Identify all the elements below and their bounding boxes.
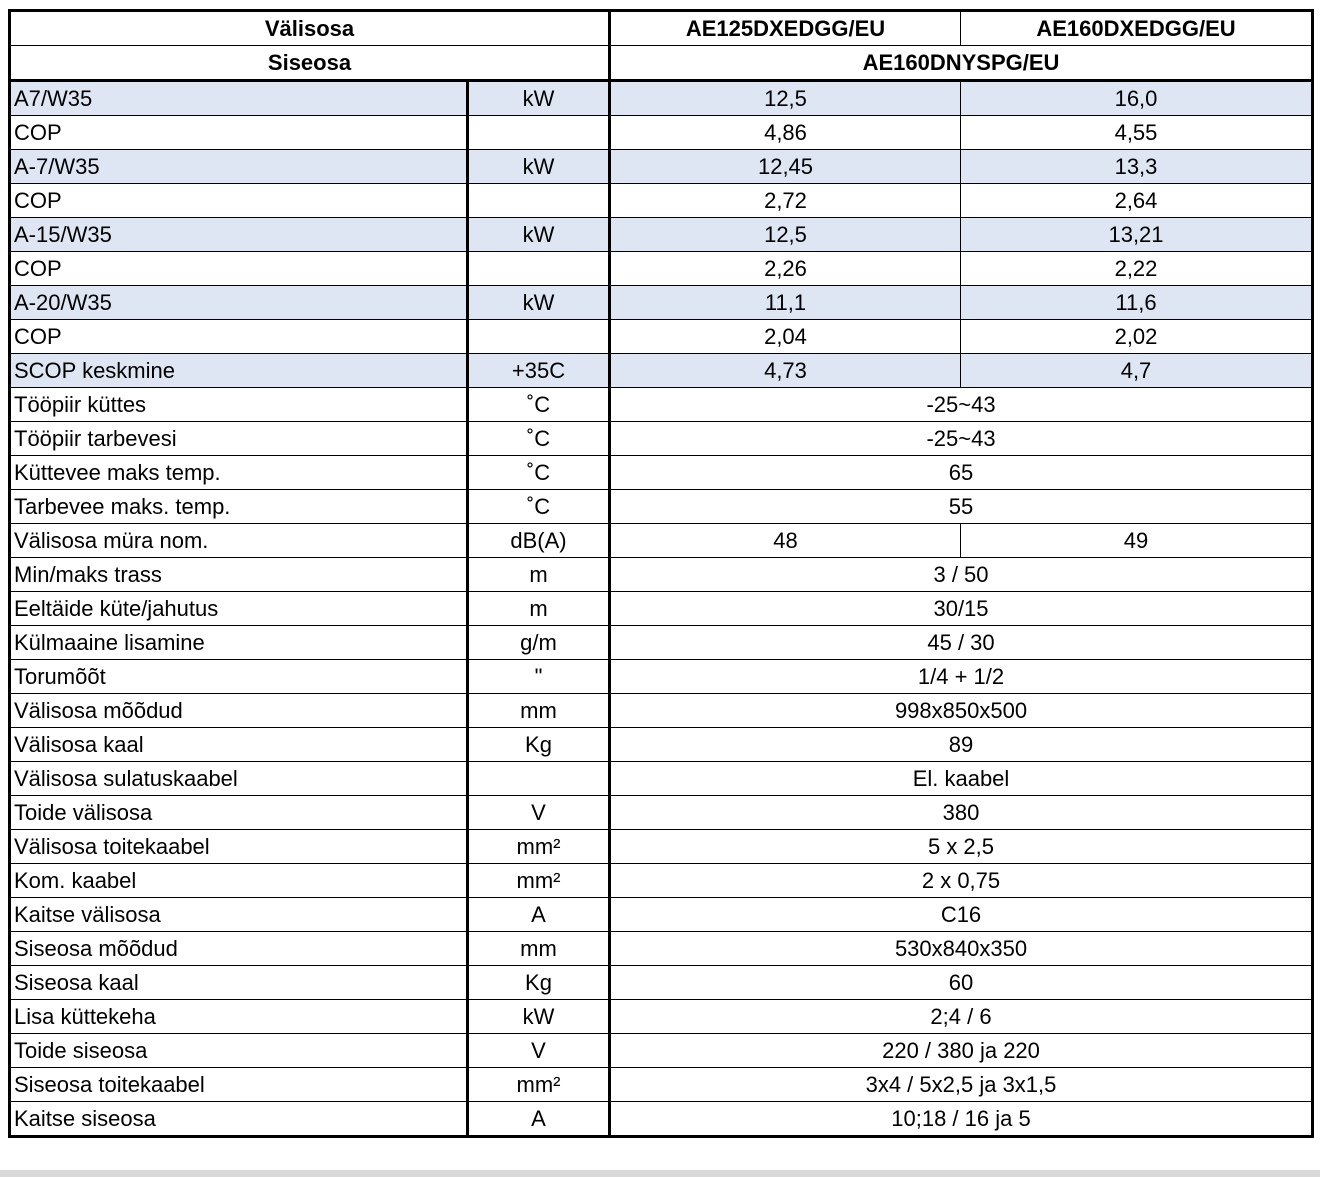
- value-shared: 45 / 30: [610, 626, 1313, 660]
- unit-cell: g/m: [468, 626, 610, 660]
- table-row: [10, 864, 1313, 898]
- param-label: Eeltäide küte/jahutus: [10, 592, 468, 626]
- unit-cell: [468, 252, 610, 286]
- header-model-1: AE125DXEDGG/EU: [610, 11, 961, 46]
- unit-cell: mm: [468, 694, 610, 728]
- value-shared: 380: [610, 796, 1313, 830]
- table-row: [10, 694, 1313, 728]
- param-label: Tarbevee maks. temp.: [10, 490, 468, 524]
- param-label: COP: [10, 184, 468, 218]
- value-model-2: 11,6: [961, 286, 1313, 320]
- param-label: Tööpiir tarbevesi: [10, 422, 468, 456]
- value-model-1: 2,72: [610, 184, 961, 218]
- param-label: Toide välisosa: [10, 796, 468, 830]
- value-model-1: 48: [610, 524, 961, 558]
- table-row: [10, 388, 1313, 422]
- value-shared: 30/15: [610, 592, 1313, 626]
- unit-cell: ˚C: [468, 422, 610, 456]
- table-row: [10, 1000, 1313, 1034]
- bottom-divider: [0, 1170, 1320, 1177]
- spec-table: [8, 9, 1314, 1138]
- unit-cell: kW: [468, 81, 610, 116]
- table-row: [10, 796, 1313, 830]
- table-row: [10, 1068, 1313, 1102]
- param-label: A-7/W35: [10, 150, 468, 184]
- param-label: COP: [10, 252, 468, 286]
- value-shared: El. kaabel: [610, 762, 1313, 796]
- param-label: Min/maks trass: [10, 558, 468, 592]
- param-label: Küttevee maks temp.: [10, 456, 468, 490]
- param-label: COP: [10, 116, 468, 150]
- unit-cell: ˚C: [468, 490, 610, 524]
- table-row: [10, 422, 1313, 456]
- unit-cell: ": [468, 660, 610, 694]
- table-row: [10, 728, 1313, 762]
- table-row: [10, 1102, 1313, 1137]
- table-row: [10, 286, 1313, 320]
- table-row: [10, 320, 1313, 354]
- spec-table-body: [10, 11, 1313, 1137]
- header-indoor-model: AE160DNYSPG/EU: [610, 46, 1313, 81]
- unit-cell: A: [468, 898, 610, 932]
- table-row: [10, 490, 1313, 524]
- spec-table-container: [8, 9, 1314, 1138]
- param-label: Siseosa mõõdud: [10, 932, 468, 966]
- table-row: [10, 116, 1313, 150]
- unit-cell: mm²: [468, 830, 610, 864]
- param-label: A-15/W35: [10, 218, 468, 252]
- unit-cell: ˚C: [468, 388, 610, 422]
- table-row: [10, 184, 1313, 218]
- unit-cell: A: [468, 1102, 610, 1137]
- unit-cell: mm²: [468, 864, 610, 898]
- value-shared: 998x850x500: [610, 694, 1313, 728]
- header-row-outdoor: [10, 11, 1313, 46]
- param-label: Tööpiir küttes: [10, 388, 468, 422]
- table-row: [10, 1034, 1313, 1068]
- table-row: [10, 218, 1313, 252]
- param-label: Lisa küttekeha: [10, 1000, 468, 1034]
- param-label: A-20/W35: [10, 286, 468, 320]
- unit-cell: mm: [468, 932, 610, 966]
- table-row: [10, 592, 1313, 626]
- param-label: Toide siseosa: [10, 1034, 468, 1068]
- param-label: Kom. kaabel: [10, 864, 468, 898]
- value-shared: 3x4 / 5x2,5 ja 3x1,5: [610, 1068, 1313, 1102]
- param-label: Välisosa müra nom.: [10, 524, 468, 558]
- value-model-2: 16,0: [961, 81, 1313, 116]
- header-model-2: AE160DXEDGG/EU: [961, 11, 1313, 46]
- param-label: Kaitse siseosa: [10, 1102, 468, 1137]
- value-model-1: 11,1: [610, 286, 961, 320]
- value-shared: 60: [610, 966, 1313, 1000]
- param-label: COP: [10, 320, 468, 354]
- param-label: Välisosa mõõdud: [10, 694, 468, 728]
- value-model-1: 12,5: [610, 218, 961, 252]
- value-shared: -25~43: [610, 422, 1313, 456]
- unit-cell: m: [468, 558, 610, 592]
- unit-cell: kW: [468, 218, 610, 252]
- table-row: [10, 660, 1313, 694]
- unit-cell: Kg: [468, 728, 610, 762]
- param-label: Välisosa kaal: [10, 728, 468, 762]
- unit-cell: [468, 320, 610, 354]
- value-shared: 530x840x350: [610, 932, 1313, 966]
- param-label: Välisosa sulatuskaabel: [10, 762, 468, 796]
- table-row: [10, 524, 1313, 558]
- value-model-1: 2,26: [610, 252, 961, 286]
- table-row: [10, 81, 1313, 116]
- value-shared: 1/4 + 1/2: [610, 660, 1313, 694]
- value-shared: 55: [610, 490, 1313, 524]
- header-row-indoor: [10, 46, 1313, 81]
- unit-cell: mm²: [468, 1068, 610, 1102]
- table-row: [10, 762, 1313, 796]
- value-shared: 3 / 50: [610, 558, 1313, 592]
- param-label: Siseosa toitekaabel: [10, 1068, 468, 1102]
- table-row: [10, 898, 1313, 932]
- header-indoor-label: Siseosa: [10, 46, 610, 81]
- unit-cell: V: [468, 1034, 610, 1068]
- param-label: Välisosa toitekaabel: [10, 830, 468, 864]
- unit-cell: dB(A): [468, 524, 610, 558]
- table-row: [10, 354, 1313, 388]
- value-model-2: 13,3: [961, 150, 1313, 184]
- unit-cell: m: [468, 592, 610, 626]
- param-label: SCOP keskmine: [10, 354, 468, 388]
- table-row: [10, 966, 1313, 1000]
- table-row: [10, 456, 1313, 490]
- param-label: Siseosa kaal: [10, 966, 468, 1000]
- value-model-1: 12,45: [610, 150, 961, 184]
- table-row: [10, 932, 1313, 966]
- param-label: Torumõõt: [10, 660, 468, 694]
- value-model-2: 4,55: [961, 116, 1313, 150]
- value-shared: 65: [610, 456, 1313, 490]
- unit-cell: [468, 116, 610, 150]
- value-model-1: 4,73: [610, 354, 961, 388]
- value-model-2: 49: [961, 524, 1313, 558]
- param-label: Külmaaine lisamine: [10, 626, 468, 660]
- unit-cell: [468, 184, 610, 218]
- table-row: [10, 558, 1313, 592]
- param-label: A7/W35: [10, 81, 468, 116]
- value-shared: 220 / 380 ja 220: [610, 1034, 1313, 1068]
- table-row: [10, 252, 1313, 286]
- value-model-2: 2,02: [961, 320, 1313, 354]
- table-row: [10, 830, 1313, 864]
- unit-cell: kW: [468, 150, 610, 184]
- value-shared: 89: [610, 728, 1313, 762]
- value-model-2: 4,7: [961, 354, 1313, 388]
- value-model-1: 4,86: [610, 116, 961, 150]
- unit-cell: Kg: [468, 966, 610, 1000]
- unit-cell: [468, 762, 610, 796]
- value-model-2: 2,64: [961, 184, 1313, 218]
- value-shared: 10;18 / 16 ja 5: [610, 1102, 1313, 1137]
- unit-cell: V: [468, 796, 610, 830]
- value-shared: 2 x 0,75: [610, 864, 1313, 898]
- unit-cell: kW: [468, 286, 610, 320]
- value-shared: 2;4 / 6: [610, 1000, 1313, 1034]
- unit-cell: kW: [468, 1000, 610, 1034]
- value-model-1: 2,04: [610, 320, 961, 354]
- unit-cell: ˚C: [468, 456, 610, 490]
- value-shared: 5 x 2,5: [610, 830, 1313, 864]
- table-row: [10, 150, 1313, 184]
- table-row: [10, 626, 1313, 660]
- header-outdoor-label: Välisosa: [10, 11, 610, 46]
- param-label: Kaitse välisosa: [10, 898, 468, 932]
- value-model-2: 13,21: [961, 218, 1313, 252]
- value-model-2: 2,22: [961, 252, 1313, 286]
- value-shared: -25~43: [610, 388, 1313, 422]
- value-shared: C16: [610, 898, 1313, 932]
- unit-cell: +35C: [468, 354, 610, 388]
- value-model-1: 12,5: [610, 81, 961, 116]
